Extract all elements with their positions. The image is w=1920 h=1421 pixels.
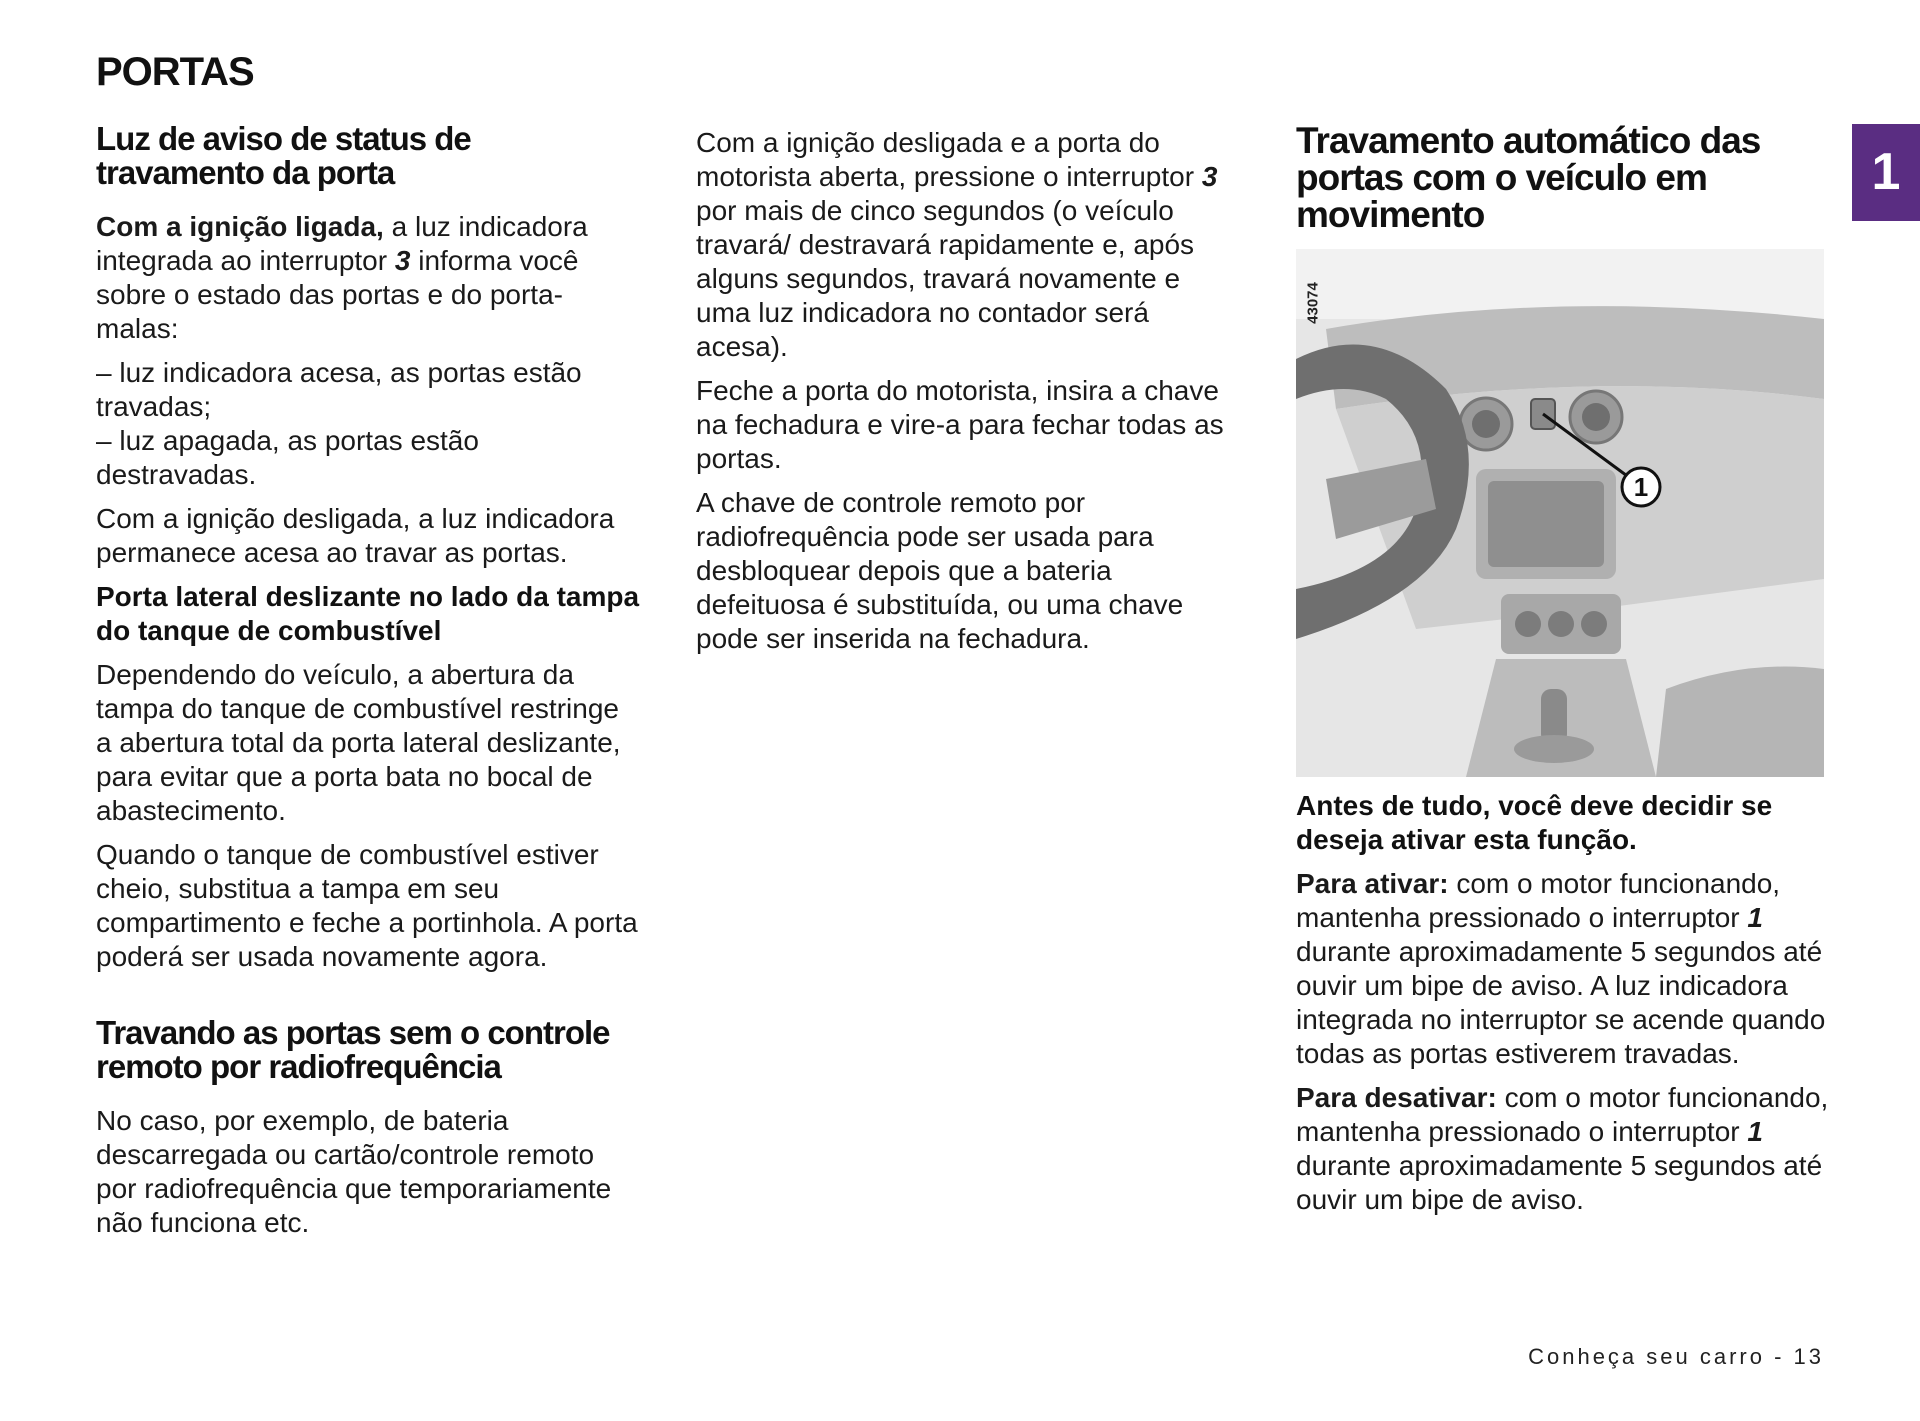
paragraph-battery: No caso, por exemplo, de bateria descarregada ou cartão/controle remoto por radiofrequência que temporariamente não funciona etc. (96, 1105, 612, 1238)
dashboard-drawing (1296, 249, 1824, 777)
chapter-tab: 1 (1852, 124, 1920, 221)
paragraph-light-on: – luz indicadora acesa, as portas estão travadas; (96, 357, 582, 422)
paragraph-deactivate: Para desativar: com o motor funcionando, mantenha pressionado o interruptor 1 durante aproximadamente 5 segundos até ouvir um bipe de aviso. (1296, 1082, 1829, 1215)
paragraph-press-switch: Com a ignição desligada e a porta do motorista aberta, pressione o interruptor 3 por mais de cinco segundos (o veículo travará/ destravará rapidamente e, após alguns segundos, travará novamente e uma luz indicadora no contador será acesa). (696, 127, 1218, 362)
subheading-sliding-door: Porta lateral deslizante no lado da tampa do tanque de combustível (96, 581, 640, 646)
paragraph-tank-full: Quando o tanque de combustível estiver cheio, substitua a tampa em seu compartimento e feche a portinhola. A porta poderá ser usada novamente agora. (96, 839, 638, 972)
dashboard-illustration (1296, 249, 1824, 777)
paragraph-light-off: – luz apagada, as portas estão destravadas. (96, 425, 479, 490)
paragraph-fuel-flap: Dependendo do veículo, a abertura da tampa do tanque de combustível restringe a abertura total da porta lateral deslizante, para evitar que a porta bata no bocal de abastecimento. (96, 659, 621, 826)
page-footer: Conheça seu carro - 13 (1528, 1344, 1824, 1369)
paragraph-remote-key: A chave de controle remoto por radiofrequência pode ser usada para desbloquear depois que a bateria defeituosa é substituída, ou uma chave pode ser inserida na fechadura. (696, 487, 1184, 654)
switch-reference: 3 (394, 245, 411, 276)
switch-reference: 1 (1747, 1116, 1763, 1147)
switch-reference: 3 (1201, 161, 1218, 192)
section-heading-auto-lock: Travamento automático das portas com o veículo em movimento (1296, 120, 1761, 235)
paragraph-decide: Antes de tudo, você deve decidir se deseja ativar esta função. (1296, 790, 1773, 855)
paragraph-ignition-off: Com a ignição desligada, a luz indicadora permanece acesa ao travar as portas. (96, 503, 615, 568)
bold-lead: Com a ignição ligada, (96, 211, 384, 242)
column-middle (696, 126, 1241, 666)
column-right (1296, 122, 1841, 1227)
callout-number: 1 (1633, 472, 1649, 502)
switch-reference: 1 (1747, 902, 1763, 933)
paragraph-activate: Para ativar: com o motor funcionando, mantenha pressionado o interruptor 1 durante aproximadamente 5 segundos até ouvir um bipe de aviso. A luz indicadora integrada no interruptor se acende quando todas as portas estiverem travadas. (1296, 868, 1826, 1069)
section-heading-no-remote: Travando as portas sem o controle remoto por radiofrequência (96, 1014, 610, 1085)
section-heading-lock-status: Luz de aviso de status de travamento da porta (96, 120, 471, 191)
paragraph-ignition-on: Com a ignição ligada, a luz indicadora integrada ao interruptor 3 informa você sobre o estado das portas e do porta-malas: (96, 211, 588, 344)
paragraph-close-door: Feche a porta do motorista, insira a chave na fechadura e vire-a para fechar todas as portas. (696, 375, 1224, 474)
column-left (96, 122, 641, 1250)
page-title: PORTAS (96, 50, 254, 94)
figure-code: 43074 (1304, 282, 1322, 324)
